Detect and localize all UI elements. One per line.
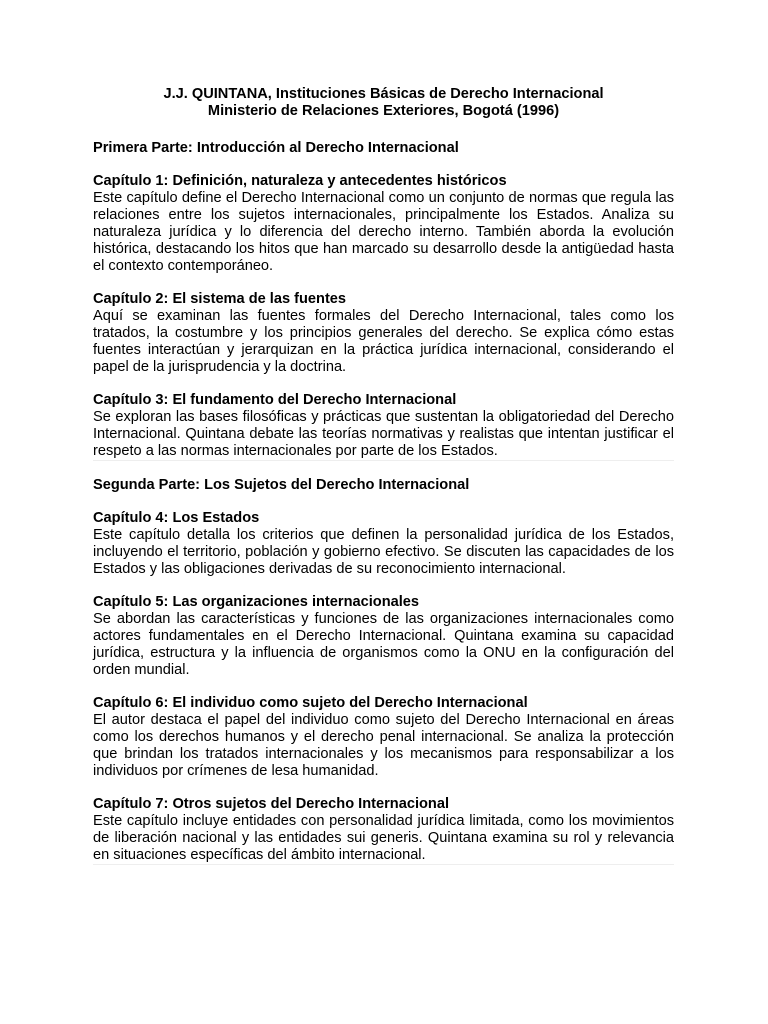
- chapter-title: Capítulo 2: El sistema de las fuentes: [93, 291, 347, 307]
- chapter-body: El autor destaca el papel del individuo como sujeto del Derecho Internacional en áreas como los derechos humanos y el derecho penal internacional. Se analiza la protección que brindan los tratados internacionales y los mecanismos para responsabilizar a los individuos por crímenes de lesa humanidad.: [93, 712, 674, 779]
- chapter-title: Capítulo 1: Definición, naturaleza y antecedentes históricos: [93, 173, 507, 189]
- part-title-1: Primera Parte: Introducción al Derecho Internacional: [93, 140, 459, 156]
- chapter-1: [93, 173, 674, 275]
- chapter-body: Este capítulo incluye entidades con personalidad jurídica limitada, como los movimientos de liberación nacional y las entidades sui generis. Quintana examina su rol y relevancia en situaciones específicas del ámbito internacional.: [93, 813, 674, 863]
- chapter-body: Se abordan las características y funciones de las organizaciones internacionales como actores fundamentales en el Derecho Internacional. Quintana examina su capacidad jurídica, estructura y la influencia de organismos como la ONU en la configuración del orden mundial.: [93, 611, 674, 678]
- chapter-4: [93, 510, 674, 578]
- chapter-3: [93, 392, 674, 461]
- chapter-7: [93, 796, 674, 865]
- chapter-2: [93, 291, 674, 376]
- chapter-5: [93, 594, 674, 679]
- chapter-6: [93, 695, 674, 780]
- chapter-body: Se exploran las bases filosóficas y prácticas que sustentan la obligatoriedad del Derecho Internacional. Quintana debate las teorías normativas y realistas que intentan justificar el respeto a las normas internacionales por parte de los Estados.: [93, 409, 674, 459]
- header-publisher-line: Ministerio de Relaciones Exteriores, Bogotá (1996): [207, 103, 560, 119]
- chapter-title: Capítulo 7: Otros sujetos del Derecho Internacional: [93, 796, 449, 812]
- chapter-title: Capítulo 4: Los Estados: [93, 510, 260, 526]
- header-title-line: J.J. QUINTANA, Instituciones Básicas de Derecho Internacional: [163, 86, 604, 102]
- chapter-body: Este capítulo detalla los criterios que definen la personalidad jurídica de los Estados, incluyendo el territorio, población y gobierno efectivo. Se discuten las capacidades de los Estados y las obligaciones derivadas de su reconocimiento internacional.: [93, 527, 674, 577]
- chapter-title: Capítulo 3: El fundamento del Derecho Internacional: [93, 392, 457, 408]
- document-header: [89, 86, 678, 120]
- chapter-title: Capítulo 5: Las organizaciones internacionales: [93, 594, 420, 610]
- document-page: [93, 86, 674, 865]
- chapter-body: Este capítulo define el Derecho Internacional como un conjunto de normas que regula las relaciones entre los sujetos internacionales, principalmente los Estados. Analiza su naturaleza jurídica y lo diferencia del derecho interno. También aborda la evolución histórica, destacando los hitos que han marcado su desarrollo desde la antigüedad hasta el contexto contemporáneo.: [93, 190, 674, 274]
- chapter-title: Capítulo 6: El individuo como sujeto del Derecho Internacional: [93, 695, 528, 711]
- chapter-body: Aquí se examinan las fuentes formales del Derecho Internacional, tales como los tratados, la costumbre y los principios generales del derecho. Se explica cómo estas fuentes interactúan y jerarquizan en la práctica jurídica internacional, considerando el papel de la jurisprudencia y la doctrina.: [93, 308, 674, 375]
- part-title-2: Segunda Parte: Los Sujetos del Derecho Internacional: [93, 477, 470, 493]
